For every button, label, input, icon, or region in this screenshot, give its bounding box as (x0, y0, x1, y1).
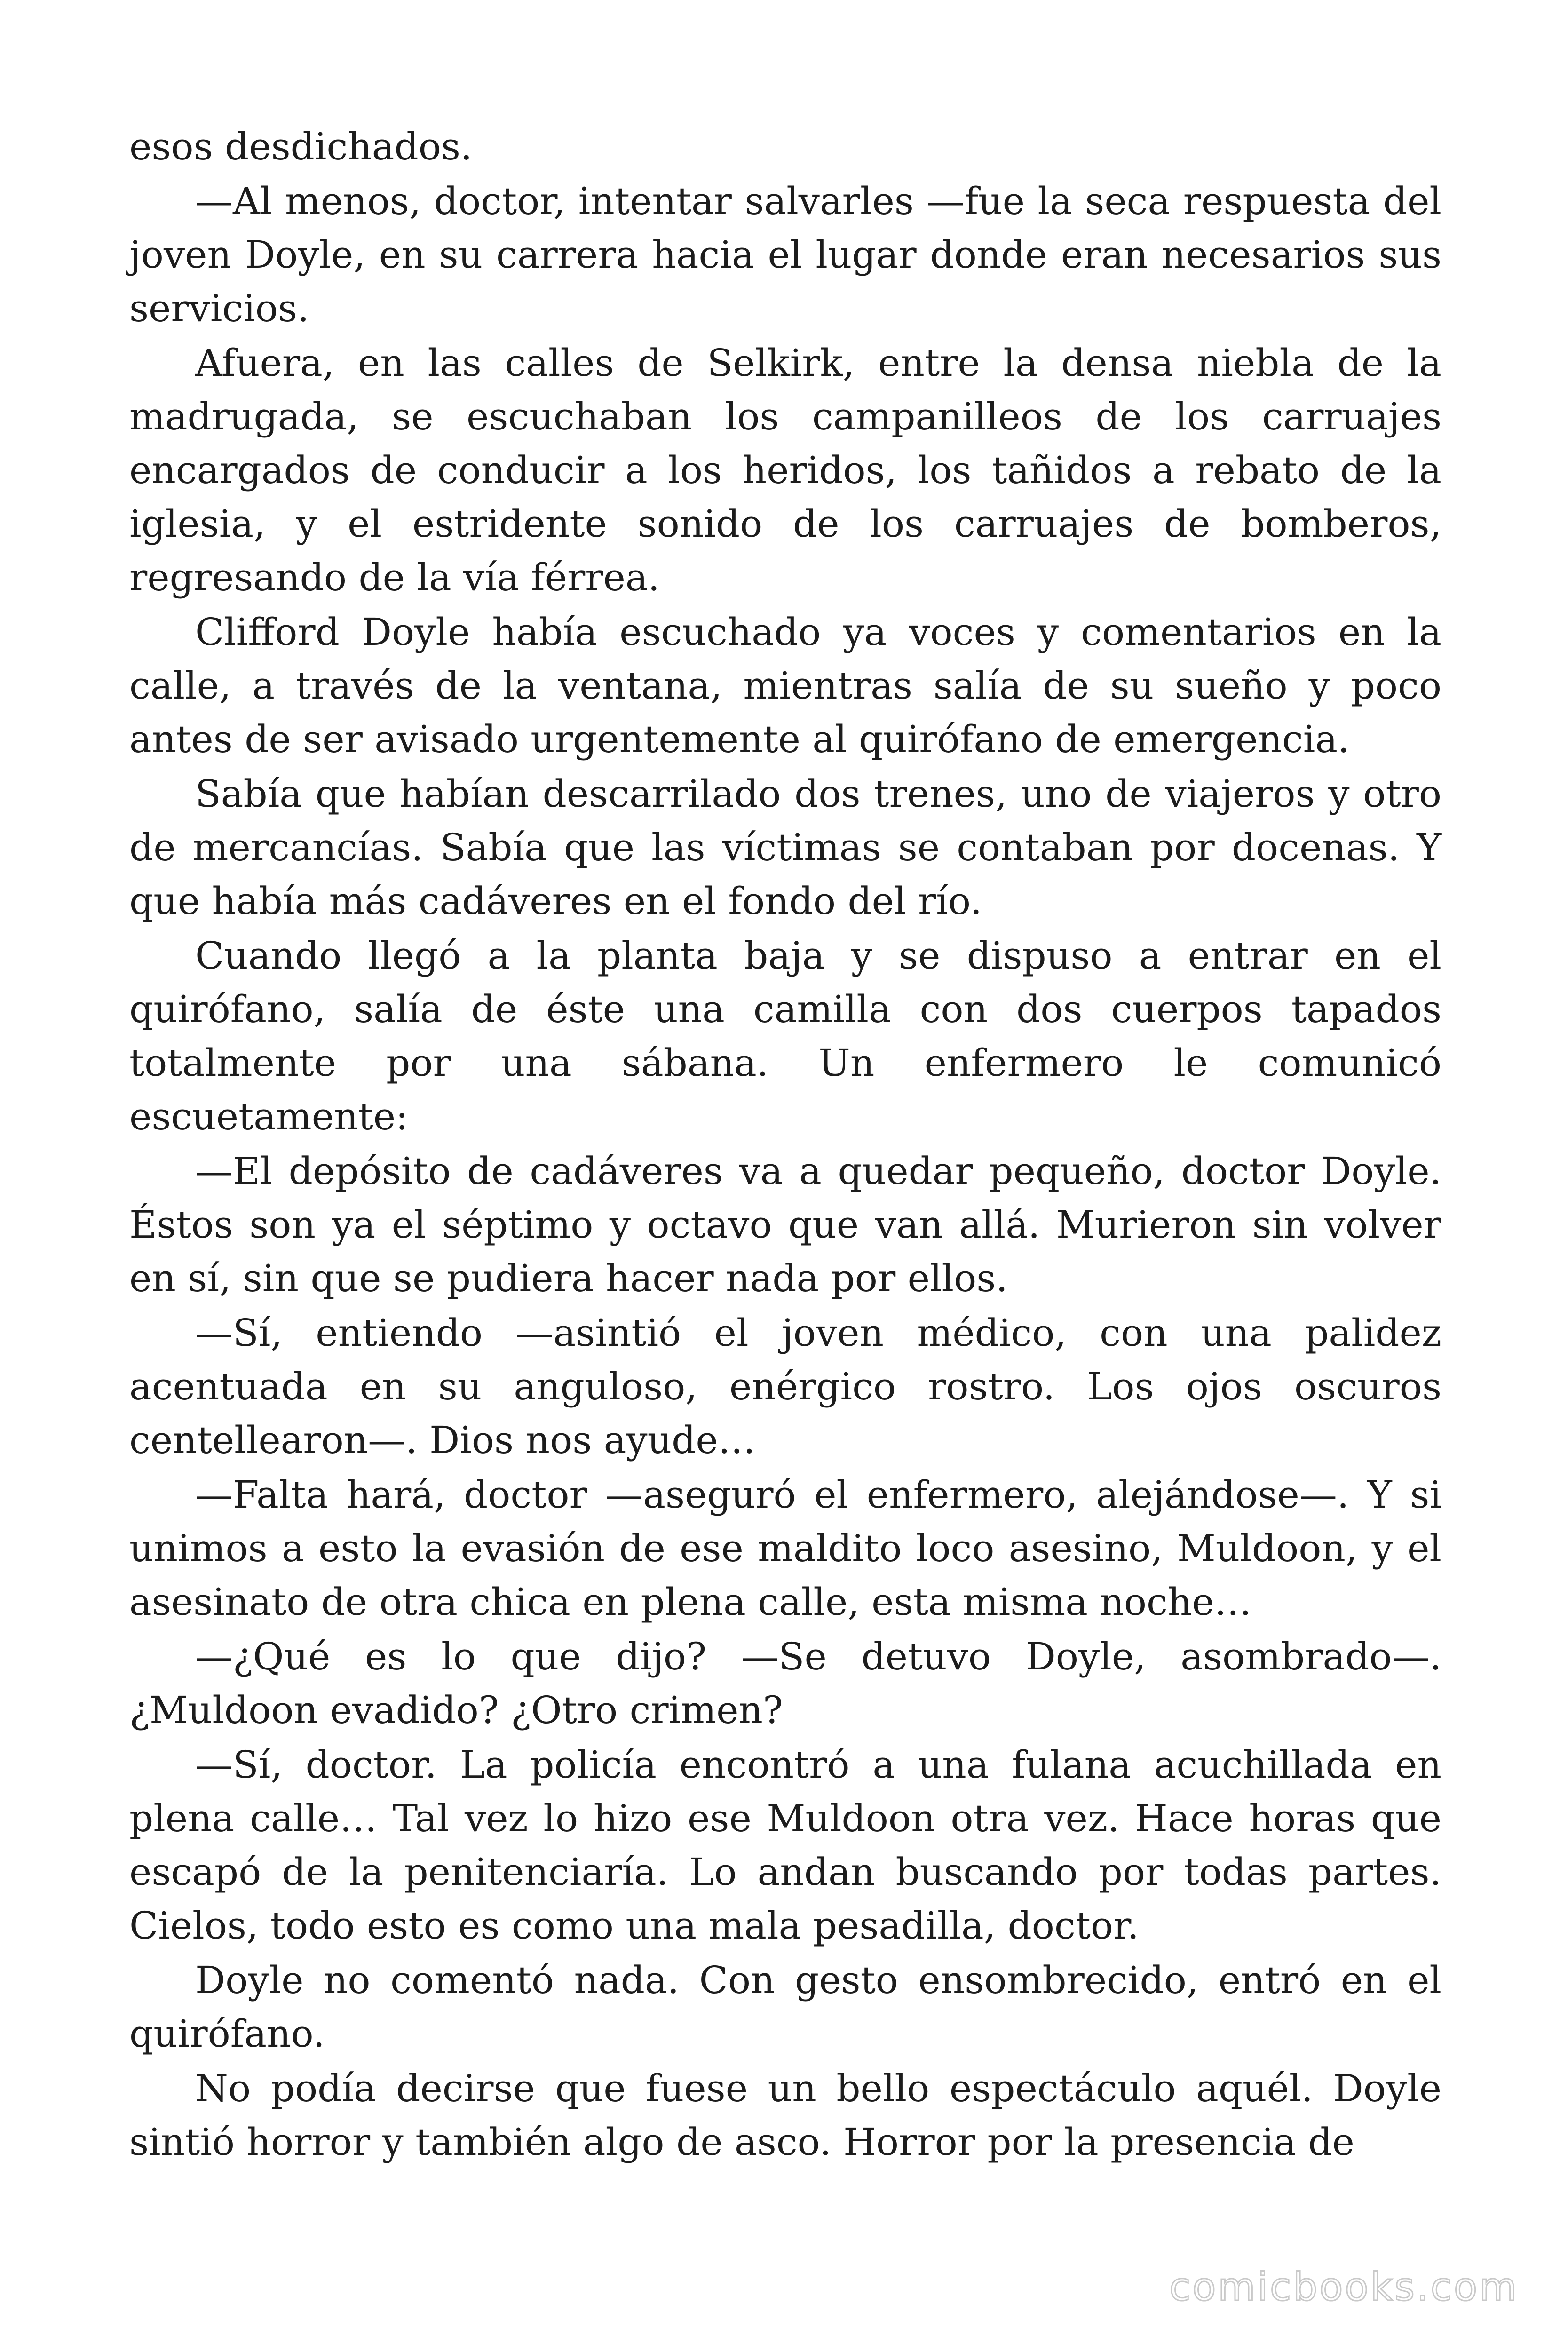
paragraph: —Al menos, doctor, intentar salvarles —fue la seca respuesta del joven Doyle, en su carrera hacia el lugar donde eran necesarios sus servicios. (129, 179, 1441, 330)
paragraph: —¿Qué es lo que dijo? —Se detuvo Doyle, asombrado—. ¿Muldoon evadido? ¿Otro crimen? (129, 1635, 1441, 1732)
paragraph: Sabía que habían descarrilado dos trenes, uno de viajeros y otro de mercancías. Sabía que las víctimas se contaban por docenas. Y que había más cadáveres en el fondo del río. (129, 772, 1441, 923)
paragraph: Doyle no comentó nada. Con gesto ensombrecido, entró en el quirófano. (129, 1958, 1441, 2056)
paragraph: —Falta hará, doctor —aseguró el enfermero, alejándose—. Y si unimos a esto la evasión de ese maldito loco asesino, Muldoon, y el asesinato de otra chica en plena calle, esta misma noche… (129, 1473, 1441, 1624)
paragraph: Cuando llegó a la planta baja y se dispuso a entrar en el quirófano, salía de éste una camilla con dos cuerpos tapados totalmente por una sábana. Un enfermero le comunicó escuetamente: (129, 934, 1441, 1138)
paragraph: Afuera, en las calles de Selkirk, entre la densa niebla de la madrugada, se escuchaban los campanilleos de los carruajes encargados de conducir a los heridos, los tañidos a rebato de la iglesia, y el estridente sonido de los carruajes de bomberos, regresando de la vía férrea. (129, 341, 1441, 599)
paragraph: —Sí, entiendo —asintió el joven médico, con una palidez acentuada en su anguloso, enérgico rostro. Los ojos oscuros centellearon—. Dios nos ayude… (129, 1311, 1441, 1462)
paragraph: No podía decirse que fuese un bello espectáculo aquél. Doyle sintió horror y también algo de asco. Horror por la presencia de (129, 2066, 1441, 2164)
paragraph: —Sí, doctor. La policía encontró a una fulana acuchillada en plena calle… Tal vez lo hizo ese Muldoon otra vez. Hace horas que escapó de la penitenciaría. Lo andan buscando por todas partes. Cielos, todo esto es como una mala pesadilla, doctor. (129, 1743, 1441, 1947)
paragraph: esos desdichados. (129, 125, 473, 168)
paragraph: Clifford Doyle había escuchado ya voces y comentarios en la calle, a través de la ventana, mientras salía de su sueño y poco antes de ser avisado urgentemente al quirófano de emergencia. (129, 610, 1441, 761)
body-text (129, 120, 1441, 2170)
watermark: comicbooks.com (1169, 2265, 1519, 2310)
paragraph: —El depósito de cadáveres va a quedar pequeño, doctor Doyle. Éstos son ya el séptimo y octavo que van allá. Murieron sin volver en sí, sin que se pudiera hacer nada por ellos. (129, 1149, 1441, 1300)
